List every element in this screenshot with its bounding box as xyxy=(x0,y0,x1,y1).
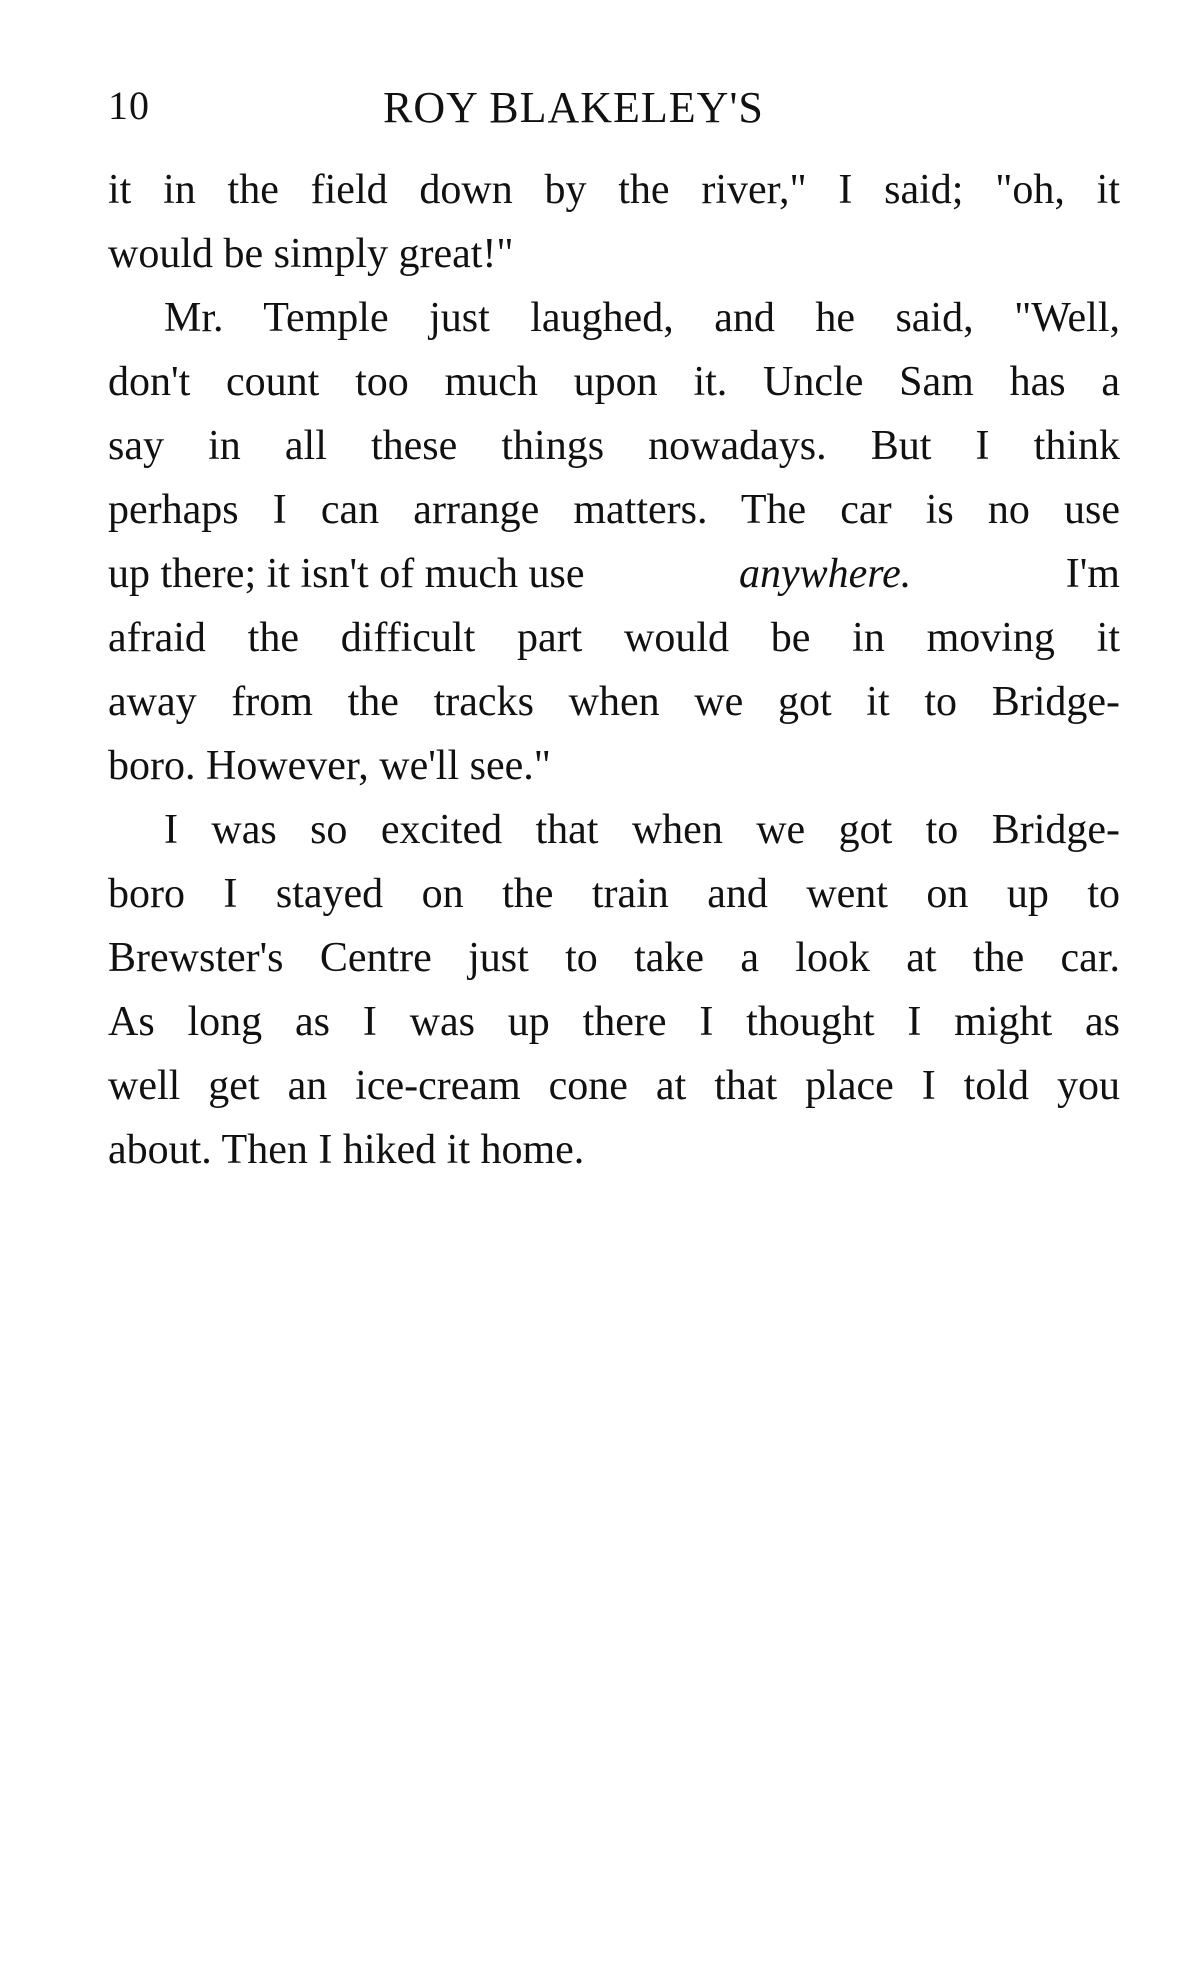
text-line: it in the field down by the river," I said; "oh, it xyxy=(108,167,1120,213)
text-line: would be simply great!" xyxy=(108,231,514,277)
text-line: I was so excited that when we got to Bridge- xyxy=(164,807,1120,853)
text-line: away from the tracks when we got it to Bridge- xyxy=(108,679,1120,725)
text-line: boro. However, we'll see." xyxy=(108,743,551,789)
text-line: Mr. Temple just laughed, and he said, "Well, xyxy=(164,295,1120,341)
text-line: well get an ice-cream cone at that place I told you xyxy=(108,1063,1120,1109)
text-line-mixed xyxy=(108,542,1120,606)
body-text xyxy=(108,158,1120,1182)
page-number: 10 xyxy=(108,83,150,128)
text-line: afraid the difficult part would be in moving it xyxy=(108,615,1120,661)
text-line: perhaps I can arrange matters. The car is no use xyxy=(108,487,1120,533)
text-line: about. Then I hiked it home. xyxy=(108,1127,585,1173)
running-title: ROY BLAKELEY'S xyxy=(383,83,764,132)
text-line: don't count too much upon it. Uncle Sam has a xyxy=(108,359,1120,405)
emphasis-word: anywhere. xyxy=(739,551,912,597)
text-segment: I'm xyxy=(1065,551,1120,597)
text-line: say in all these things nowadays. But I think xyxy=(108,423,1120,469)
text-line: As long as I was up there I thought I might as xyxy=(108,999,1120,1045)
running-head xyxy=(108,82,1120,142)
text-line: boro I stayed on the train and went on up to xyxy=(108,871,1120,917)
text-segment: up there; it isn't of much use xyxy=(108,551,585,597)
text-line: Brewster's Centre just to take a look at the car. xyxy=(108,935,1120,981)
